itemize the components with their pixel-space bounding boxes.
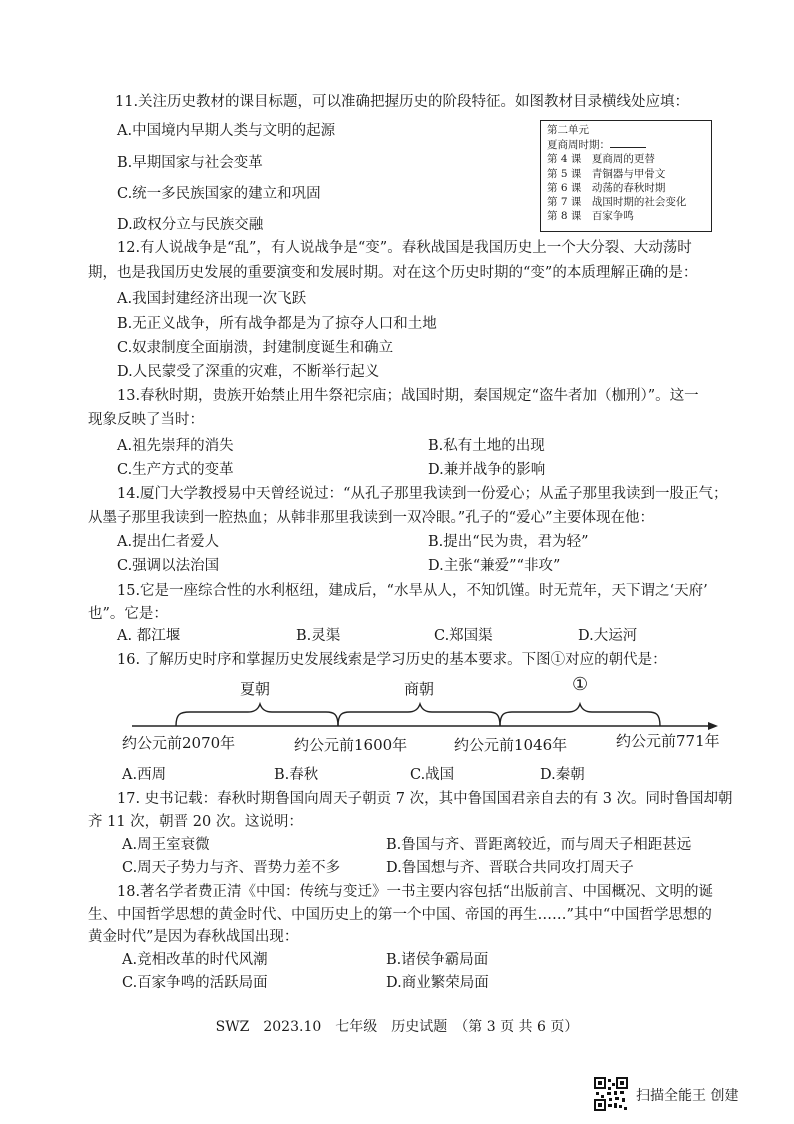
q11-stem: 11.关注历史教材的课目标题，可以准确把握历史的阶段特征。如图教材目录横线处应填： — [115, 94, 690, 110]
q12-option-c: C.奴隶制度全面崩溃，封建制度诞生和确立 — [117, 340, 394, 356]
q17-option-a: A.周王室衰微 — [122, 837, 210, 853]
q14-stem-line2: 从墨子那里我读到一腔热血；从韩非那里我读到一双冷眼。”孔子的“爱心”主要体现在他： — [88, 510, 654, 526]
q13-option-b: B.私有土地的出现 — [428, 438, 545, 454]
q16-option-b: B.春秋 — [274, 767, 319, 783]
catalog-blank-line — [610, 137, 646, 148]
q14-option-c: C.强调以法治国 — [117, 558, 220, 574]
q11-option-d: D.政权分立与民族交融 — [117, 217, 264, 233]
q16-option-c: C.战国 — [410, 767, 455, 783]
watermark-text: 扫描全能王 创建 — [636, 1088, 739, 1104]
q13-stem-line1: 13.春秋时期，贵族开始禁止用牛祭祀宗庙；战国时期，秦国规定“盗牛者加（枷刑）”。这一 — [117, 388, 699, 404]
q18-option-a: A.竞相改革的时代风潮 — [122, 952, 268, 968]
catalog-lesson: 第 8 课 百家争鸣 — [547, 210, 634, 223]
q12-stem-line1: 12.有人说战争是“乱”，有人说战争是“变”。春秋战国是我国历史上一个大分裂、大动荡时 — [117, 240, 692, 256]
timeline-date: 约公元前1046年 — [454, 736, 568, 754]
q13-option-a: A.祖先崇拜的消失 — [117, 438, 234, 454]
scanner-watermark — [594, 1077, 774, 1113]
q12-stem-line2: 期，也是我国历史发展的重要演变和发展时期。对在这个历史时期的“变”的本质理解正确的是： — [88, 265, 698, 281]
q17-option-c: C.周天子势力与齐、晋势力差不多 — [122, 860, 341, 876]
catalog-lesson: 第 6 课 动荡的春秋时期 — [547, 181, 666, 194]
q18-stem-line1: 18.著名学者费正清《中国：传统与变迁》一书主要内容包括“出版前言、中国概况、文明的诞 — [117, 884, 713, 900]
q18-option-b: B.诸侯争霸局面 — [386, 952, 489, 968]
q15-stem-line2: 也”。它是： — [88, 606, 168, 622]
textbook-catalog-box — [540, 120, 712, 232]
q14-option-b: B.提出“民为贵，君为轻” — [428, 534, 589, 550]
q16-option-d: D.秦朝 — [540, 767, 585, 783]
timeline-period-xia: 夏朝 — [240, 680, 271, 698]
q17-stem-line1: 17. 史书记载：春秋时期鲁国向周天子朝贡 7 次，其中鲁国国君亲自去的有 3 次。同时鲁国却朝 — [117, 791, 733, 807]
catalog-period — [547, 137, 705, 152]
catalog-period-prefix: 夏商周时期： — [547, 139, 610, 152]
q11-option-b: B.早期国家与社会变革 — [117, 155, 263, 171]
timeline-period-shang: 商朝 — [404, 680, 435, 698]
shang-brace — [338, 704, 500, 726]
q18-stem-line3: 黄金时代”是因为春秋战国出现： — [88, 929, 299, 945]
catalog-lesson: 第 5 课 青铜器与甲骨文 — [547, 167, 666, 180]
timeline-date: 约公元前2070年 — [122, 734, 236, 752]
q13-option-c: C.生产方式的变革 — [117, 462, 234, 478]
catalog-lesson: 第 4 课 夏商周的更替 — [547, 153, 655, 166]
q18-option-c: C.百家争鸣的活跃局面 — [122, 975, 268, 991]
catalog-lesson: 第 7 课 战国时期的社会变化 — [547, 196, 687, 209]
q16-stem: 16. 了解历史时序和掌握历史发展线索是学习历史的基本要求。下图①对应的朝代是： — [117, 652, 667, 668]
qr-code-icon — [594, 1077, 628, 1111]
q11-option-c: C.统一多民族国家的建立和巩固 — [117, 186, 321, 202]
q15-option-c: C.郑国渠 — [434, 628, 493, 644]
q14-option-a: A.提出仁者爱人 — [117, 534, 220, 550]
q17-option-d: D.鲁国想与齐、晋联合共同攻打周天子 — [386, 860, 634, 876]
q14-stem-line1: 14.厦门大学教授易中天曾经说过：“从孔子那里我读到一份爱心；从孟子那里我读到一股正气； — [117, 486, 728, 502]
q16-option-a: A.西周 — [122, 767, 167, 783]
q12-option-a: A.我国封建经济出现一次飞跃 — [117, 291, 307, 307]
dynasty-timeline — [120, 672, 720, 756]
timeline-date: 约公元前771年 — [616, 732, 720, 750]
period-1-brace — [500, 704, 660, 726]
q17-option-b: B.鲁国与齐、晋距离较近，而与周天子相距甚远 — [386, 837, 692, 853]
q17-stem-line2: 齐 11 次，朝晋 20 次。这说明： — [88, 814, 303, 830]
q12-option-d: D.人民蒙受了深重的灾难，不断举行起义 — [117, 364, 380, 380]
q18-option-d: D.商业繁荣局面 — [386, 975, 489, 991]
timeline-arrow — [708, 722, 718, 730]
q11-option-a: A.中国境内早期人类与文明的起源 — [117, 123, 336, 139]
catalog-unit: 第二单元 — [547, 124, 589, 136]
q15-option-d: D.大运河 — [578, 628, 638, 644]
xia-brace — [176, 704, 338, 726]
timeline-date: 约公元前1600年 — [294, 736, 408, 754]
page-footer: SWZ 2023.10 七年级 历史试题 （第 3 页 共 6 页） — [215, 1019, 579, 1035]
q14-option-d: D.主张“兼爱”“非攻” — [428, 558, 561, 574]
q13-option-d: D.兼并战争的影响 — [428, 462, 546, 478]
q15-option-a: A. 都江堰 — [117, 628, 181, 644]
q13-stem-line2: 现象反映了当时： — [88, 412, 204, 428]
q15-stem-line1: 15.它是一座综合性的水利枢纽，建成后，“水旱从人，不知饥馑。时无荒年，天下谓之‘天府’ — [117, 583, 708, 599]
q15-option-b: B.灵渠 — [296, 628, 341, 644]
q12-option-b: B.无正义战争，所有战争都是为了掠夺人口和土地 — [117, 316, 437, 332]
q18-stem-line2: 生、中国哲学思想的黄金时代、中国历史上的第一个中国、帝国的再生……”其中“中国哲学思想的 — [88, 907, 712, 923]
timeline-period-marker-1: ① — [572, 674, 589, 695]
